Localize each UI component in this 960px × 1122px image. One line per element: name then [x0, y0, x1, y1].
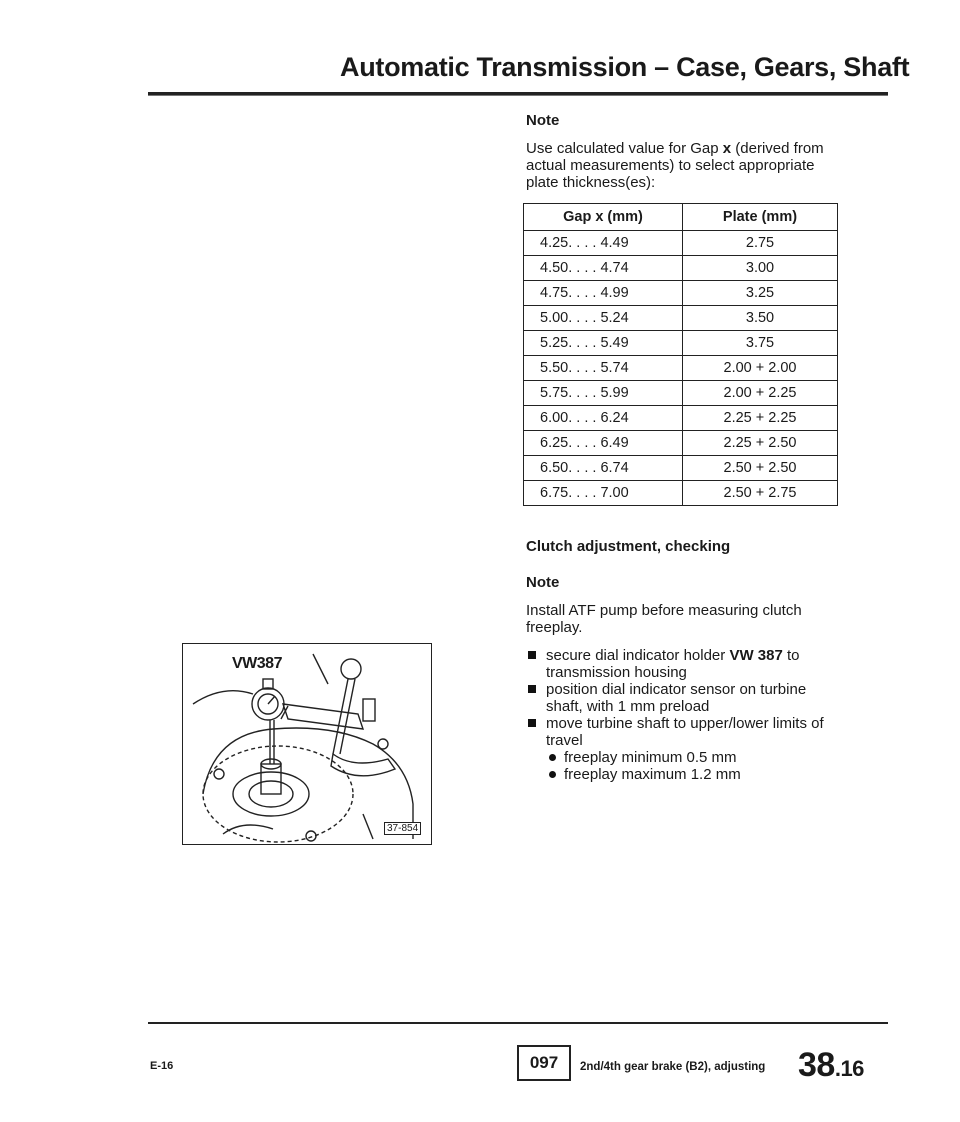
plate-cell: 2.00 + 2.00: [683, 356, 838, 381]
step-item: [526, 647, 846, 681]
note-text-pre: Use calculated value for Gap: [526, 140, 723, 157]
tool-label: VW387: [232, 655, 282, 672]
sub-step-item: [546, 766, 846, 783]
plate-cell: 3.00: [683, 256, 838, 281]
gap-cell: 6.25. . . . 6.49: [524, 431, 683, 456]
gap-cell: 6.75. . . . 7.00: [524, 481, 683, 506]
gap-cell: 4.50. . . . 4.74: [524, 256, 683, 281]
note-text-2: Install ATF pump before measuring clutch freeplay.: [526, 602, 802, 636]
step-text-post: to transmission housing: [546, 647, 800, 681]
step-text: secure dial indicator holder: [546, 647, 730, 664]
gap-cell: 5.75. . . . 5.99: [524, 381, 683, 406]
section-heading: Clutch adjustment, checking: [526, 538, 731, 555]
plate-cell: 2.50 + 2.50: [683, 456, 838, 481]
bullet-square-icon: [528, 685, 536, 693]
col-gap-header: Gap x (mm): [524, 204, 683, 231]
note-text: [526, 140, 836, 191]
table-row: [524, 456, 838, 481]
sub-step-text: freeplay maximum 1.2 mm: [564, 766, 741, 783]
step-text: position dial indicator sensor on turbine shaft, with 1 mm preload: [546, 681, 807, 715]
plate-cell: 2.75: [683, 231, 838, 256]
plate-cell: 2.00 + 2.25: [683, 381, 838, 406]
bullet-square-icon: [528, 651, 536, 659]
plate-cell: 2.50 + 2.75: [683, 481, 838, 506]
table-row: [524, 306, 838, 331]
section-number: [798, 1046, 864, 1085]
section-minor: .16: [834, 1056, 864, 1081]
table-body: [524, 231, 838, 506]
gap-cell: 6.00. . . . 6.24: [524, 406, 683, 431]
table-row: [524, 381, 838, 406]
table-row: [524, 231, 838, 256]
table-row: [524, 431, 838, 456]
step-item: [526, 715, 846, 783]
plate-selection-table: [523, 203, 838, 506]
page-id: E-16: [150, 1060, 174, 1072]
tool-id: VW 387: [729, 647, 783, 664]
note-heading: Note: [526, 112, 560, 129]
sub-steps: [546, 749, 846, 783]
col-plate-header: Plate (mm): [683, 204, 838, 231]
bullet-square-icon: [528, 719, 536, 727]
table-row: [524, 356, 838, 381]
note-text-post: (derived from actual measurements) to select appropriate plate thickness(es):: [526, 140, 824, 191]
step-item: [526, 681, 846, 715]
sub-step-item: [546, 749, 846, 766]
sub-step-text: freeplay minimum 0.5 mm: [564, 749, 737, 766]
bullet-dot-icon: [549, 771, 556, 778]
dial-indicator-illustration: [182, 643, 432, 845]
plate-cell: 3.25: [683, 281, 838, 306]
title-rule-thin: [148, 95, 888, 96]
page-title: Automatic Transmission – Case, Gears, Shaft: [340, 52, 910, 82]
step-text: move turbine shaft to upper/lower limits of travel: [546, 715, 824, 749]
transmission-drawing: [183, 644, 431, 844]
footer-rule: [148, 1022, 888, 1024]
table-row: [524, 281, 838, 306]
section-major: 38: [798, 1046, 835, 1084]
model-code-box: 097: [517, 1045, 571, 1081]
footer-title: 2nd/4th gear brake (B2), adjusting: [580, 1061, 766, 1073]
table-row: [524, 406, 838, 431]
gap-cell: 5.00. . . . 5.24: [524, 306, 683, 331]
gap-cell: 4.75. . . . 4.99: [524, 281, 683, 306]
figure-ref-number: 37-854: [384, 822, 421, 835]
plate-cell: 3.50: [683, 306, 838, 331]
plate-cell: 3.75: [683, 331, 838, 356]
table-row: [524, 331, 838, 356]
housing-outline: [203, 728, 413, 839]
plate-cell: 2.25 + 2.50: [683, 431, 838, 456]
gap-cell: 5.50. . . . 5.74: [524, 356, 683, 381]
gap-cell: 5.25. . . . 5.49: [524, 331, 683, 356]
gap-cell: 6.50. . . . 6.74: [524, 456, 683, 481]
gap-cell: 4.25. . . . 4.49: [524, 231, 683, 256]
gap-x-symbol: x: [722, 140, 732, 157]
bullet-dot-icon: [549, 754, 556, 761]
table-row: [524, 481, 838, 506]
table-header-row: [524, 204, 838, 231]
note-heading-2: Note: [526, 574, 560, 591]
plate-cell: 2.25 + 2.25: [683, 406, 838, 431]
table-row: [524, 256, 838, 281]
procedure-steps: [526, 647, 846, 783]
